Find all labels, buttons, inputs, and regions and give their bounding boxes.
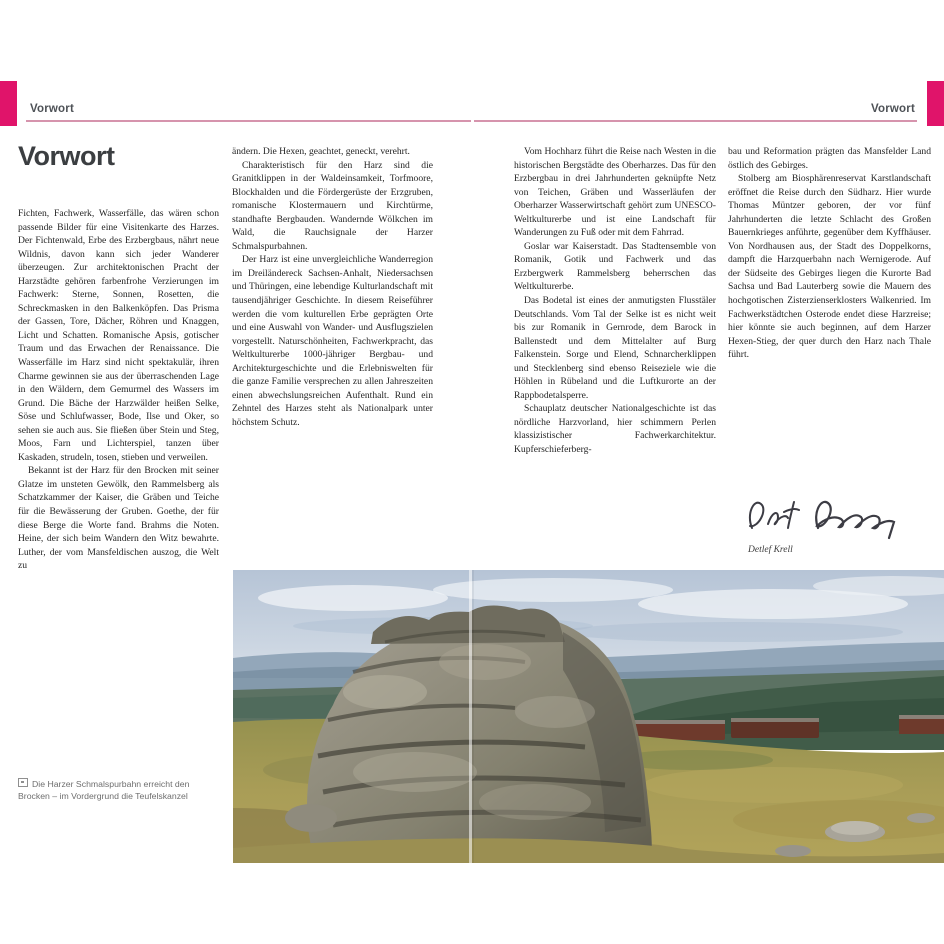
left-page-column-2 [232, 145, 433, 545]
page-title: Vorwort [18, 141, 115, 171]
brocken-photo [233, 570, 944, 863]
photo-icon [18, 778, 28, 787]
paragraph: Das Bodetal ist eines der anmutigsten Flusstäler Deutschlands. Vom Tal der Selke ist es nicht weit bis zur Romanik in Gernrode, dem Barock in Ballenstedt und dem Mittelalter auf Burg Falkenstein. Sorge und Elend, Schnarcherklippen und Stecklenberg sind ebenso Reiseziele wie die Höhlen in Rübeland und die Luftkurorte an der Rappbodetalsperre. [514, 295, 716, 401]
paragraph: Schauplatz deutscher Nationalgeschichte ist das nördliche Harzvorland, hier schimmern Perlen klassizistischer Fachwerkarchitektur. Kupferschieferberg- [514, 403, 716, 456]
photo-caption-text: Die Harzer Schmalspurbahn erreicht den Brocken – im Vordergrund die Teufelskanzel [18, 779, 190, 801]
left-running-header: Vorwort [30, 103, 74, 115]
right-page-column-2 [728, 145, 931, 485]
left-header-rule [26, 120, 471, 122]
paragraph: Goslar war Kaiserstadt. Das Stadtensemble von Romanik, Gotik und Fachwerk und das Erzbergwerk Rammelsberg beherrschen das Weltkulturerbe. [514, 240, 716, 293]
paragraph: Vom Hochharz führt die Reise nach Westen in die historischen Bergstädte des Oberharzes. Das für den Erzbergbau in drei Jahrhunderten geknüpfte Netz von Teichen, Gräben und Wasserläufen der Oberharzer Wasserwirtschaft gehört zum UNESCO-Weltkulturerbe und ist eine Landschaft für Wanderungen zu Fuß oder mit dem Fahrrad. [514, 146, 716, 239]
paragraph: Stolberg am Biosphärenreservat Karstlandschaft eröffnet die Reise durch den Südharz. Hier wurde Thomas Müntzer geboren, der vor fünf Jahrhunderten die letzte Schlacht des Großen Bauernkrieges anführte, gegenüber dem Kyffhäuser. Von Nordhausen aus, der Stadt des Doppelkorns, dampft die Harzquerbahn nach Wernigerode. Auf der Südseite des Gebirges liegen die Kurorte Bad Sachsa und Bad Lauterberg sowie die Mauern des hochgotischen Zisterzienserklosters Walkenried. Im Fachwerkstädtchen Osterode endet diese Harzreise; hier könnte sie auch beginnen, auf dem Harzer Hexen-Stieg, der quer durch den Harz nach Thale führt. [728, 173, 931, 361]
author-signature [742, 484, 937, 555]
right-chapter-tab [927, 81, 944, 126]
paragraph: Fichten, Fachwerk, Wasserfälle, das wären schon passende Bilder für eine Visitenkarte des Harzes. Der Fichtenwald, Erbe des Erzbergbaus, nährt neue Wildnis, davon kann sich jeder Wanderer überzeugen. Zur architektonischen Pracht der Harzstädte gehören farbenfrohe Verzierungen im Fachwerk: Sterne, Sonnen, Rosetten, die Schreckmasken in den Balkenköpfen. Das Prisma der Gassen, Tore, Dächer, Röhren und Knaggen, Licht und Schatten. Romanische Apsis, gotischer Traum und das Erwachen der Renaissance. Die Wasserfälle im Harz sind nicht spektakulär, ihren Charme gewinnen sie aus der überraschenden Lage in den Wäldern, dem Gemurmel des Wassers im Grund. Die Bäche der Harzwälder heißen Selke, Söse und Schlufwasser, Bode, Ilse und Oker, so sehen sie auch aus. Sie fließen über Stein und Steg, Moos, Farn und Lichterspiel, tanzen über Kaskaden, strudeln, tosen, stieben und verweilen. [18, 208, 219, 463]
right-running-header: Vorwort [871, 103, 915, 115]
paragraph: Der Harz ist eine unvergleichliche Wanderregion im Dreiländereck Sachsen-Anhalt, Niedersachsen und Thüringen, eine lebendige Kulturlandschaft mit tausendjähriger Geschichte. In diesem Reiseführer werden die vom kulturellen Erbe geprägten Orte und eine Auswahl von Wander- und Ausflugszielen vorgestellt. Naturschönheiten, Fachwerkpracht, das Weltkulturerbe 1000-jähriger Bergbau- und Architekturgeschichte und die Erlebniswelten für die ganze Familie versprechen zu allen Jahreszeiten einen abwechslungsreichen Aufenthalt. Rund ein Zehntel des Harzes steht als Nationalpark unter höchstem Schutz. [232, 254, 433, 428]
left-chapter-tab [0, 81, 17, 126]
right-page-column-1 [514, 145, 716, 565]
paragraph: ändern. Die Hexen, geachtet, geneckt, verehrt. [232, 146, 410, 157]
signature-scribble [742, 484, 927, 546]
photo-caption [18, 778, 206, 802]
paragraph: Charakteristisch für den Harz sind die Granitklippen in der Waldeinsamkeit, Torfmoore, Blockhalden und die Fördergerüste der Erzgruben, romanische Klostermauern und Kirchtürme, standhafte Bergbauden. Wandernde Wölkchen im Wald, die Rauchsignale der Harzer Schmalspurbahnen. [232, 159, 433, 252]
right-header-rule [474, 120, 917, 122]
author-name: Detlef Krell [748, 545, 793, 555]
page-gutter [469, 570, 474, 863]
left-page-column-1 [18, 207, 219, 715]
paragraph: Bekannt ist der Harz für den Brocken mit seiner Glatze im unsteten Gewölk, den Rammelsberg als Schatzkammer der Kaiser, die Gräben und Teiche für die Bewässerung der Gruben. Goethe, der für diese Berge die Worte fand. Brahms die Noten. Heine, der sich beim Wandern den Witz bewahrte. Luther, der vom Mansfeldischen auszog, die Welt zu [18, 465, 219, 572]
paragraph: bau und Reformation prägten das Mansfelder Land östlich des Gebirges. [728, 146, 931, 171]
